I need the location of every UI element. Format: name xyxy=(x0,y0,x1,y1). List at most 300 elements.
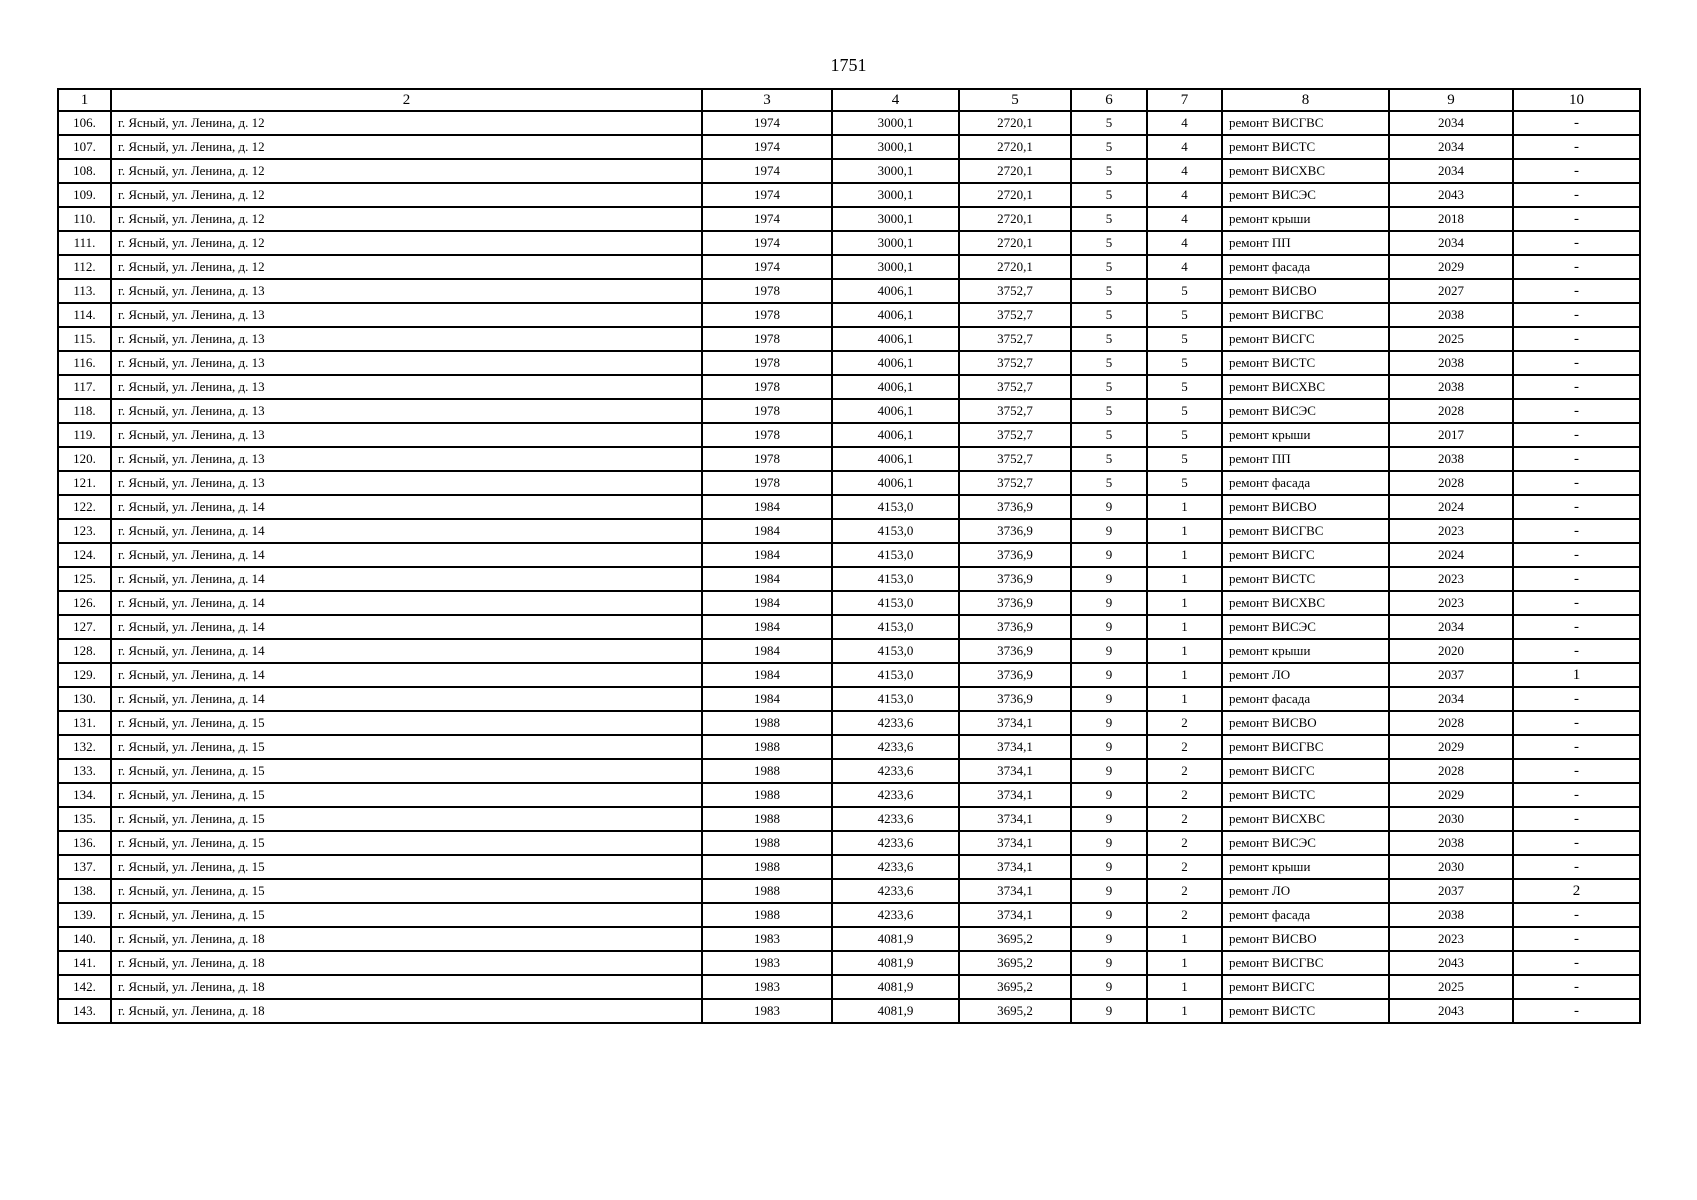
table-row xyxy=(58,687,1640,711)
cell-work-type: ремонт ВИСГВС xyxy=(1222,735,1389,759)
cell-total-area: 4233,6 xyxy=(832,807,959,831)
cell-note: 1 xyxy=(1513,663,1640,687)
table-row xyxy=(58,495,1640,519)
cell-address: г. Ясный, ул. Ленина, д. 12 xyxy=(111,111,702,135)
cell-year-built: 1983 xyxy=(702,975,832,999)
cell-row-number: 109. xyxy=(58,183,111,207)
cell-row-number: 129. xyxy=(58,663,111,687)
cell-year-built: 1984 xyxy=(702,663,832,687)
cell-total-area: 3000,1 xyxy=(832,255,959,279)
column-header-5: 5 xyxy=(959,89,1071,111)
cell-total-area: 4006,1 xyxy=(832,399,959,423)
cell-work-type: ремонт фасада xyxy=(1222,903,1389,927)
cell-planned-year: 2028 xyxy=(1389,471,1513,495)
cell-work-type: ремонт ЛО xyxy=(1222,663,1389,687)
cell-total-area: 4233,6 xyxy=(832,855,959,879)
cell-note: - xyxy=(1513,999,1640,1023)
cell-row-number: 132. xyxy=(58,735,111,759)
cell-address: г. Ясный, ул. Ленина, д. 18 xyxy=(111,975,702,999)
cell-planned-year: 2038 xyxy=(1389,831,1513,855)
table-row xyxy=(58,807,1640,831)
cell-year-built: 1978 xyxy=(702,447,832,471)
data-table xyxy=(57,88,1641,1024)
table-row xyxy=(58,255,1640,279)
cell-living-area: 3736,9 xyxy=(959,591,1071,615)
cell-row-number: 124. xyxy=(58,543,111,567)
table-row xyxy=(58,543,1640,567)
cell-planned-year: 2038 xyxy=(1389,303,1513,327)
column-header-8: 8 xyxy=(1222,89,1389,111)
cell-total-area: 4153,0 xyxy=(832,591,959,615)
cell-entrances: 5 xyxy=(1147,279,1222,303)
cell-work-type: ремонт фасада xyxy=(1222,471,1389,495)
cell-floors: 5 xyxy=(1071,327,1147,351)
cell-address: г. Ясный, ул. Ленина, д. 18 xyxy=(111,927,702,951)
cell-living-area: 3736,9 xyxy=(959,519,1071,543)
cell-entrances: 2 xyxy=(1147,783,1222,807)
cell-address: г. Ясный, ул. Ленина, д. 14 xyxy=(111,567,702,591)
cell-living-area: 3734,1 xyxy=(959,855,1071,879)
cell-living-area: 2720,1 xyxy=(959,207,1071,231)
cell-total-area: 4153,0 xyxy=(832,519,959,543)
cell-living-area: 3736,9 xyxy=(959,615,1071,639)
cell-year-built: 1988 xyxy=(702,903,832,927)
cell-planned-year: 2029 xyxy=(1389,735,1513,759)
cell-note: - xyxy=(1513,759,1640,783)
cell-total-area: 4233,6 xyxy=(832,711,959,735)
cell-address: г. Ясный, ул. Ленина, д. 14 xyxy=(111,687,702,711)
cell-living-area: 3734,1 xyxy=(959,903,1071,927)
cell-floors: 9 xyxy=(1071,975,1147,999)
cell-floors: 9 xyxy=(1071,759,1147,783)
cell-total-area: 4081,9 xyxy=(832,975,959,999)
cell-address: г. Ясный, ул. Ленина, д. 14 xyxy=(111,495,702,519)
cell-year-built: 1978 xyxy=(702,471,832,495)
cell-row-number: 123. xyxy=(58,519,111,543)
cell-row-number: 121. xyxy=(58,471,111,495)
cell-total-area: 4006,1 xyxy=(832,423,959,447)
cell-row-number: 131. xyxy=(58,711,111,735)
column-header-2: 2 xyxy=(111,89,702,111)
cell-work-type: ремонт ВИСТС xyxy=(1222,783,1389,807)
table-row xyxy=(58,999,1640,1023)
cell-work-type: ремонт ВИСГС xyxy=(1222,543,1389,567)
cell-floors: 5 xyxy=(1071,255,1147,279)
cell-note: - xyxy=(1513,639,1640,663)
column-header-9: 9 xyxy=(1389,89,1513,111)
cell-year-built: 1984 xyxy=(702,615,832,639)
cell-floors: 5 xyxy=(1071,207,1147,231)
cell-entrances: 1 xyxy=(1147,975,1222,999)
cell-note: - xyxy=(1513,327,1640,351)
cell-work-type: ремонт ВИСВО xyxy=(1222,495,1389,519)
table-row xyxy=(58,183,1640,207)
cell-living-area: 3736,9 xyxy=(959,567,1071,591)
cell-note: - xyxy=(1513,975,1640,999)
cell-total-area: 4006,1 xyxy=(832,447,959,471)
cell-row-number: 136. xyxy=(58,831,111,855)
cell-note: - xyxy=(1513,495,1640,519)
cell-address: г. Ясный, ул. Ленина, д. 12 xyxy=(111,207,702,231)
cell-row-number: 116. xyxy=(58,351,111,375)
cell-living-area: 3734,1 xyxy=(959,735,1071,759)
cell-address: г. Ясный, ул. Ленина, д. 15 xyxy=(111,711,702,735)
cell-living-area: 3734,1 xyxy=(959,759,1071,783)
cell-year-built: 1983 xyxy=(702,927,832,951)
column-header-6: 6 xyxy=(1071,89,1147,111)
cell-floors: 5 xyxy=(1071,423,1147,447)
cell-total-area: 4233,6 xyxy=(832,879,959,903)
cell-planned-year: 2029 xyxy=(1389,255,1513,279)
column-header-7: 7 xyxy=(1147,89,1222,111)
cell-planned-year: 2043 xyxy=(1389,999,1513,1023)
cell-year-built: 1974 xyxy=(702,183,832,207)
cell-planned-year: 2034 xyxy=(1389,111,1513,135)
cell-floors: 9 xyxy=(1071,735,1147,759)
table-row xyxy=(58,975,1640,999)
cell-planned-year: 2034 xyxy=(1389,159,1513,183)
table-row xyxy=(58,735,1640,759)
cell-note: - xyxy=(1513,135,1640,159)
cell-entrances: 5 xyxy=(1147,351,1222,375)
cell-total-area: 4153,0 xyxy=(832,663,959,687)
cell-floors: 5 xyxy=(1071,279,1147,303)
cell-total-area: 3000,1 xyxy=(832,207,959,231)
cell-entrances: 4 xyxy=(1147,207,1222,231)
cell-living-area: 2720,1 xyxy=(959,255,1071,279)
cell-year-built: 1978 xyxy=(702,423,832,447)
cell-planned-year: 2038 xyxy=(1389,351,1513,375)
cell-row-number: 138. xyxy=(58,879,111,903)
cell-living-area: 3752,7 xyxy=(959,399,1071,423)
cell-total-area: 4153,0 xyxy=(832,615,959,639)
cell-work-type: ремонт крыши xyxy=(1222,639,1389,663)
table-row xyxy=(58,375,1640,399)
cell-total-area: 4081,9 xyxy=(832,951,959,975)
cell-total-area: 4006,1 xyxy=(832,279,959,303)
cell-planned-year: 2017 xyxy=(1389,423,1513,447)
cell-planned-year: 2020 xyxy=(1389,639,1513,663)
cell-entrances: 5 xyxy=(1147,399,1222,423)
cell-work-type: ремонт фасада xyxy=(1222,687,1389,711)
cell-entrances: 2 xyxy=(1147,759,1222,783)
cell-living-area: 2720,1 xyxy=(959,183,1071,207)
table-row xyxy=(58,639,1640,663)
cell-year-built: 1974 xyxy=(702,231,832,255)
table-row xyxy=(58,759,1640,783)
cell-note: - xyxy=(1513,711,1640,735)
table-body xyxy=(58,111,1640,1023)
cell-work-type: ремонт ВИСТС xyxy=(1222,999,1389,1023)
cell-living-area: 3695,2 xyxy=(959,999,1071,1023)
cell-year-built: 1978 xyxy=(702,399,832,423)
cell-address: г. Ясный, ул. Ленина, д. 13 xyxy=(111,327,702,351)
cell-entrances: 1 xyxy=(1147,543,1222,567)
table-row xyxy=(58,207,1640,231)
cell-entrances: 1 xyxy=(1147,951,1222,975)
cell-floors: 5 xyxy=(1071,183,1147,207)
cell-work-type: ремонт ВИСВО xyxy=(1222,711,1389,735)
cell-living-area: 3695,2 xyxy=(959,951,1071,975)
cell-living-area: 3752,7 xyxy=(959,327,1071,351)
cell-total-area: 4233,6 xyxy=(832,831,959,855)
cell-total-area: 4233,6 xyxy=(832,735,959,759)
cell-entrances: 5 xyxy=(1147,447,1222,471)
cell-year-built: 1988 xyxy=(702,831,832,855)
cell-total-area: 4233,6 xyxy=(832,759,959,783)
cell-planned-year: 2027 xyxy=(1389,279,1513,303)
cell-floors: 5 xyxy=(1071,111,1147,135)
cell-note: - xyxy=(1513,519,1640,543)
cell-note: - xyxy=(1513,447,1640,471)
cell-row-number: 142. xyxy=(58,975,111,999)
table-row xyxy=(58,831,1640,855)
table-row xyxy=(58,447,1640,471)
cell-living-area: 3734,1 xyxy=(959,807,1071,831)
cell-address: г. Ясный, ул. Ленина, д. 15 xyxy=(111,807,702,831)
cell-address: г. Ясный, ул. Ленина, д. 15 xyxy=(111,759,702,783)
cell-living-area: 3736,9 xyxy=(959,663,1071,687)
cell-planned-year: 2034 xyxy=(1389,687,1513,711)
cell-total-area: 4153,0 xyxy=(832,543,959,567)
cell-planned-year: 2028 xyxy=(1389,399,1513,423)
cell-entrances: 2 xyxy=(1147,711,1222,735)
cell-living-area: 3752,7 xyxy=(959,447,1071,471)
cell-row-number: 127. xyxy=(58,615,111,639)
cell-entrances: 2 xyxy=(1147,879,1222,903)
cell-year-built: 1983 xyxy=(702,999,832,1023)
cell-planned-year: 2023 xyxy=(1389,567,1513,591)
cell-address: г. Ясный, ул. Ленина, д. 15 xyxy=(111,783,702,807)
cell-address: г. Ясный, ул. Ленина, д. 15 xyxy=(111,855,702,879)
cell-planned-year: 2034 xyxy=(1389,231,1513,255)
cell-address: г. Ясный, ул. Ленина, д. 13 xyxy=(111,375,702,399)
cell-work-type: ремонт ВИСХВС xyxy=(1222,591,1389,615)
cell-total-area: 3000,1 xyxy=(832,111,959,135)
cell-year-built: 1988 xyxy=(702,735,832,759)
cell-note: - xyxy=(1513,591,1640,615)
cell-work-type: ремонт крыши xyxy=(1222,207,1389,231)
cell-entrances: 4 xyxy=(1147,135,1222,159)
cell-note: - xyxy=(1513,615,1640,639)
cell-planned-year: 2030 xyxy=(1389,855,1513,879)
cell-row-number: 117. xyxy=(58,375,111,399)
table-row xyxy=(58,879,1640,903)
table-row xyxy=(58,855,1640,879)
cell-address: г. Ясный, ул. Ленина, д. 14 xyxy=(111,663,702,687)
cell-note: - xyxy=(1513,855,1640,879)
cell-year-built: 1978 xyxy=(702,327,832,351)
cell-work-type: ремонт ВИСГВС xyxy=(1222,111,1389,135)
cell-address: г. Ясный, ул. Ленина, д. 14 xyxy=(111,519,702,543)
cell-total-area: 4006,1 xyxy=(832,327,959,351)
cell-planned-year: 2038 xyxy=(1389,375,1513,399)
cell-year-built: 1974 xyxy=(702,207,832,231)
cell-floors: 9 xyxy=(1071,927,1147,951)
cell-living-area: 3752,7 xyxy=(959,279,1071,303)
cell-floors: 9 xyxy=(1071,903,1147,927)
cell-row-number: 110. xyxy=(58,207,111,231)
cell-work-type: ремонт ВИСЭС xyxy=(1222,399,1389,423)
cell-note: - xyxy=(1513,543,1640,567)
table-row xyxy=(58,303,1640,327)
table-row xyxy=(58,903,1640,927)
cell-note: - xyxy=(1513,399,1640,423)
cell-row-number: 130. xyxy=(58,687,111,711)
cell-floors: 9 xyxy=(1071,687,1147,711)
cell-entrances: 1 xyxy=(1147,591,1222,615)
cell-work-type: ремонт ПП xyxy=(1222,447,1389,471)
cell-planned-year: 2023 xyxy=(1389,591,1513,615)
cell-floors: 9 xyxy=(1071,591,1147,615)
cell-planned-year: 2037 xyxy=(1389,663,1513,687)
cell-address: г. Ясный, ул. Ленина, д. 18 xyxy=(111,951,702,975)
cell-living-area: 2720,1 xyxy=(959,231,1071,255)
cell-living-area: 3752,7 xyxy=(959,303,1071,327)
cell-total-area: 4153,0 xyxy=(832,687,959,711)
cell-address: г. Ясный, ул. Ленина, д. 14 xyxy=(111,543,702,567)
cell-row-number: 141. xyxy=(58,951,111,975)
cell-entrances: 2 xyxy=(1147,735,1222,759)
cell-floors: 9 xyxy=(1071,567,1147,591)
cell-total-area: 4006,1 xyxy=(832,303,959,327)
cell-year-built: 1978 xyxy=(702,303,832,327)
cell-living-area: 3734,1 xyxy=(959,783,1071,807)
cell-living-area: 3752,7 xyxy=(959,351,1071,375)
cell-address: г. Ясный, ул. Ленина, д. 18 xyxy=(111,999,702,1023)
cell-address: г. Ясный, ул. Ленина, д. 12 xyxy=(111,159,702,183)
cell-row-number: 133. xyxy=(58,759,111,783)
header-row xyxy=(58,89,1640,111)
cell-planned-year: 2030 xyxy=(1389,807,1513,831)
cell-row-number: 140. xyxy=(58,927,111,951)
cell-work-type: ремонт ВИСВО xyxy=(1222,279,1389,303)
cell-note: - xyxy=(1513,423,1640,447)
cell-year-built: 1974 xyxy=(702,255,832,279)
cell-planned-year: 2038 xyxy=(1389,447,1513,471)
cell-entrances: 5 xyxy=(1147,303,1222,327)
cell-year-built: 1978 xyxy=(702,279,832,303)
cell-floors: 9 xyxy=(1071,519,1147,543)
cell-note: - xyxy=(1513,927,1640,951)
cell-floors: 9 xyxy=(1071,711,1147,735)
cell-entrances: 4 xyxy=(1147,255,1222,279)
cell-note: - xyxy=(1513,279,1640,303)
cell-living-area: 3736,9 xyxy=(959,495,1071,519)
cell-work-type: ремонт ВИСТС xyxy=(1222,351,1389,375)
cell-note: - xyxy=(1513,567,1640,591)
cell-row-number: 122. xyxy=(58,495,111,519)
column-header-1: 1 xyxy=(58,89,111,111)
cell-address: г. Ясный, ул. Ленина, д. 12 xyxy=(111,255,702,279)
cell-year-built: 1978 xyxy=(702,375,832,399)
cell-year-built: 1984 xyxy=(702,591,832,615)
cell-entrances: 1 xyxy=(1147,615,1222,639)
cell-entrances: 1 xyxy=(1147,927,1222,951)
cell-floors: 9 xyxy=(1071,879,1147,903)
cell-floors: 5 xyxy=(1071,135,1147,159)
cell-planned-year: 2037 xyxy=(1389,879,1513,903)
table-row xyxy=(58,423,1640,447)
cell-entrances: 2 xyxy=(1147,855,1222,879)
cell-living-area: 3752,7 xyxy=(959,471,1071,495)
cell-address: г. Ясный, ул. Ленина, д. 13 xyxy=(111,279,702,303)
cell-row-number: 126. xyxy=(58,591,111,615)
cell-planned-year: 2018 xyxy=(1389,207,1513,231)
cell-address: г. Ясный, ул. Ленина, д. 12 xyxy=(111,231,702,255)
cell-address: г. Ясный, ул. Ленина, д. 14 xyxy=(111,615,702,639)
cell-entrances: 1 xyxy=(1147,567,1222,591)
cell-entrances: 2 xyxy=(1147,831,1222,855)
cell-year-built: 1983 xyxy=(702,951,832,975)
cell-work-type: ремонт крыши xyxy=(1222,423,1389,447)
cell-entrances: 4 xyxy=(1147,111,1222,135)
cell-year-built: 1974 xyxy=(702,135,832,159)
cell-living-area: 3734,1 xyxy=(959,879,1071,903)
cell-note: - xyxy=(1513,303,1640,327)
cell-row-number: 125. xyxy=(58,567,111,591)
cell-row-number: 128. xyxy=(58,639,111,663)
cell-address: г. Ясный, ул. Ленина, д. 13 xyxy=(111,351,702,375)
cell-address: г. Ясный, ул. Ленина, д. 14 xyxy=(111,591,702,615)
cell-address: г. Ясный, ул. Ленина, д. 13 xyxy=(111,447,702,471)
cell-note: - xyxy=(1513,231,1640,255)
table-row xyxy=(58,663,1640,687)
cell-living-area: 2720,1 xyxy=(959,111,1071,135)
cell-note: - xyxy=(1513,735,1640,759)
cell-floors: 9 xyxy=(1071,615,1147,639)
table-row xyxy=(58,399,1640,423)
cell-floors: 9 xyxy=(1071,663,1147,687)
cell-address: г. Ясный, ул. Ленина, д. 12 xyxy=(111,183,702,207)
cell-total-area: 4006,1 xyxy=(832,375,959,399)
table-row xyxy=(58,951,1640,975)
cell-note: - xyxy=(1513,207,1640,231)
cell-planned-year: 2043 xyxy=(1389,183,1513,207)
cell-row-number: 143. xyxy=(58,999,111,1023)
cell-floors: 5 xyxy=(1071,351,1147,375)
table-row xyxy=(58,567,1640,591)
cell-year-built: 1988 xyxy=(702,807,832,831)
cell-planned-year: 2043 xyxy=(1389,951,1513,975)
cell-address: г. Ясный, ул. Ленина, д. 13 xyxy=(111,471,702,495)
table-row xyxy=(58,351,1640,375)
cell-floors: 5 xyxy=(1071,471,1147,495)
cell-work-type: ремонт ВИСГВС xyxy=(1222,303,1389,327)
cell-floors: 9 xyxy=(1071,495,1147,519)
cell-year-built: 1984 xyxy=(702,687,832,711)
cell-entrances: 5 xyxy=(1147,423,1222,447)
cell-planned-year: 2023 xyxy=(1389,519,1513,543)
table-row xyxy=(58,231,1640,255)
cell-work-type: ремонт ВИСГС xyxy=(1222,327,1389,351)
cell-work-type: ремонт ВИСХВС xyxy=(1222,807,1389,831)
cell-planned-year: 2028 xyxy=(1389,759,1513,783)
cell-floors: 9 xyxy=(1071,639,1147,663)
cell-planned-year: 2029 xyxy=(1389,783,1513,807)
cell-note: - xyxy=(1513,903,1640,927)
cell-note: 2 xyxy=(1513,879,1640,903)
cell-planned-year: 2034 xyxy=(1389,615,1513,639)
cell-living-area: 3695,2 xyxy=(959,975,1071,999)
cell-note: - xyxy=(1513,255,1640,279)
table-row xyxy=(58,111,1640,135)
cell-floors: 5 xyxy=(1071,399,1147,423)
cell-total-area: 4006,1 xyxy=(832,351,959,375)
cell-year-built: 1988 xyxy=(702,759,832,783)
cell-total-area: 3000,1 xyxy=(832,231,959,255)
cell-floors: 5 xyxy=(1071,231,1147,255)
